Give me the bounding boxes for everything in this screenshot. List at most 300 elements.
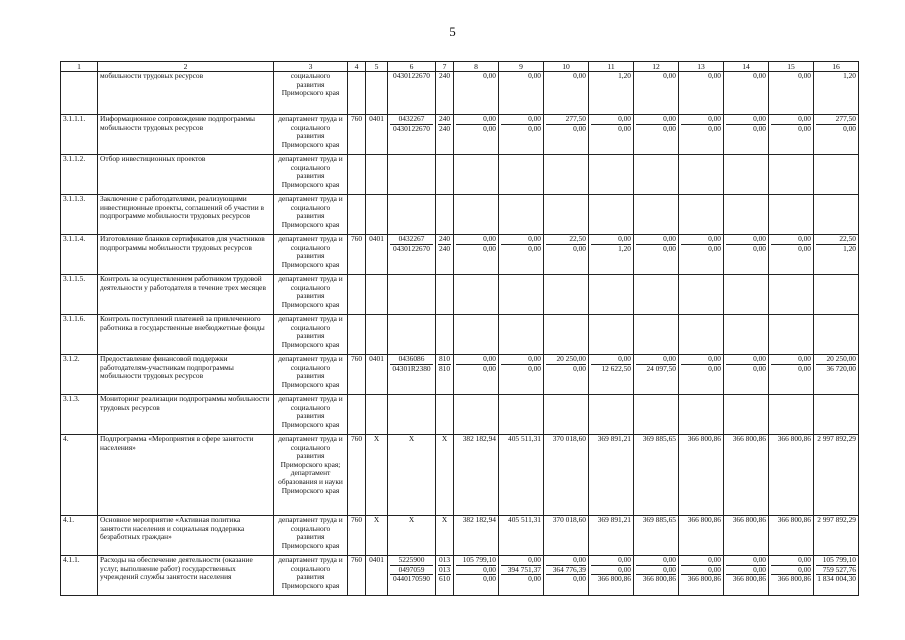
column-number-3: 3 bbox=[274, 62, 348, 72]
cell-line: 1,20 bbox=[618, 71, 631, 80]
row-value bbox=[454, 355, 499, 395]
row-section: X bbox=[366, 516, 388, 556]
table-row bbox=[61, 516, 859, 556]
cell-line: 366 800,86 bbox=[777, 574, 811, 584]
row-value bbox=[769, 435, 814, 516]
cell-line: 0,00 bbox=[798, 243, 811, 253]
row-value bbox=[589, 155, 634, 195]
row-value bbox=[634, 155, 679, 195]
cell-line: 0,00 bbox=[771, 235, 811, 245]
row-name: мобильности трудовых ресурсов bbox=[98, 72, 274, 115]
row-value bbox=[769, 395, 814, 435]
cell-line: 20 250,00 bbox=[546, 355, 586, 365]
row-number: 4.1.1. bbox=[61, 556, 98, 596]
row-value bbox=[499, 395, 544, 435]
row-value bbox=[769, 556, 814, 596]
row-value bbox=[634, 395, 679, 435]
row-value bbox=[679, 72, 724, 115]
cell-line: 0,00 bbox=[591, 235, 631, 245]
row-value bbox=[769, 115, 814, 155]
row-name: Заключение с работодателями, реализующими инвестиционные проекты, соглашений об участии в подпрограмме мобильности трудовых ресурсов bbox=[98, 195, 274, 235]
table-row bbox=[61, 315, 859, 355]
row-grbs bbox=[348, 315, 366, 355]
cell-line: 24 097,50 bbox=[646, 363, 676, 373]
row-value bbox=[499, 315, 544, 355]
table-row bbox=[61, 115, 859, 155]
column-number-10: 10 bbox=[544, 62, 589, 72]
row-grbs: 760 bbox=[348, 556, 366, 596]
cell-line: 370 018,60 bbox=[552, 434, 586, 443]
row-section bbox=[366, 395, 388, 435]
row-grbs bbox=[348, 155, 366, 195]
cell-line: 0,00 bbox=[771, 355, 811, 365]
row-value bbox=[544, 355, 589, 395]
cell-line: 364 776,39 bbox=[546, 566, 586, 576]
row-value bbox=[814, 115, 859, 155]
row-grbs bbox=[348, 72, 366, 115]
cell-line: X bbox=[408, 434, 415, 443]
row-value bbox=[589, 395, 634, 435]
row-value bbox=[724, 72, 769, 115]
row-value bbox=[544, 155, 589, 195]
cell-line: 810 bbox=[438, 363, 451, 373]
row-value bbox=[634, 516, 679, 556]
row-value bbox=[769, 275, 814, 315]
row-value bbox=[724, 155, 769, 195]
cell-line: 277,50 bbox=[816, 115, 856, 125]
row-value bbox=[499, 556, 544, 596]
cell-line: 0,00 bbox=[546, 556, 586, 566]
row-value bbox=[679, 235, 724, 275]
row-grbs bbox=[348, 395, 366, 435]
cell-line: 12 622,50 bbox=[601, 363, 631, 373]
cell-line: 0,00 bbox=[753, 71, 766, 80]
row-value bbox=[724, 115, 769, 155]
row-value bbox=[814, 195, 859, 235]
cell-line: 0,00 bbox=[726, 115, 766, 125]
row-value bbox=[724, 435, 769, 516]
row-value bbox=[589, 435, 634, 516]
cell-line: 610 bbox=[438, 574, 451, 584]
cell-line: 0,00 bbox=[636, 355, 676, 365]
cell-line: 0436086 bbox=[390, 355, 433, 365]
row-value bbox=[634, 195, 679, 235]
table-row bbox=[61, 556, 859, 596]
cell-line: 0,00 bbox=[528, 71, 541, 80]
cell-line: X bbox=[441, 515, 448, 524]
row-value bbox=[589, 275, 634, 315]
row-value bbox=[769, 195, 814, 235]
row-value bbox=[499, 115, 544, 155]
row-target-article bbox=[388, 556, 436, 596]
cell-line: 0,00 bbox=[753, 363, 766, 373]
cell-line: 0430122670 bbox=[393, 243, 430, 253]
row-target-article bbox=[388, 195, 436, 235]
row-executor: департамент труда и социального развития Приморского края bbox=[274, 275, 348, 315]
cell-line: 0,00 bbox=[798, 123, 811, 133]
row-value bbox=[634, 115, 679, 155]
cell-line: 0,00 bbox=[681, 556, 721, 566]
row-value bbox=[679, 395, 724, 435]
row-grbs bbox=[348, 275, 366, 315]
cell-line: 0,00 bbox=[528, 123, 541, 133]
row-value bbox=[724, 355, 769, 395]
cell-line: 0,00 bbox=[663, 71, 676, 80]
cell-line: X bbox=[441, 434, 448, 443]
column-number-12: 12 bbox=[634, 62, 679, 72]
row-value bbox=[544, 516, 589, 556]
row-value bbox=[679, 516, 724, 556]
row-number: 3.1.1.2. bbox=[61, 155, 98, 195]
cell-line: 2 997 892,29 bbox=[817, 515, 856, 524]
table-row bbox=[61, 435, 859, 516]
cell-line: 0,00 bbox=[771, 566, 811, 576]
cell-line: 366 800,86 bbox=[777, 515, 811, 524]
row-name: Мониторинг реализации подпрограммы мобильности трудовых ресурсов bbox=[98, 395, 274, 435]
row-value bbox=[679, 195, 724, 235]
row-value bbox=[769, 155, 814, 195]
row-value bbox=[454, 235, 499, 275]
row-number bbox=[61, 72, 98, 115]
cell-line: 366 800,86 bbox=[732, 574, 766, 584]
row-value bbox=[544, 195, 589, 235]
table-row bbox=[61, 235, 859, 275]
row-name: Предоставление финансовой поддержки работодателям-участникам подпрограммы мобильности трудовых ресурсов bbox=[98, 355, 274, 395]
cell-line: 0,00 bbox=[456, 115, 496, 125]
row-section bbox=[366, 72, 388, 115]
column-number-9: 9 bbox=[499, 62, 544, 72]
row-value bbox=[724, 235, 769, 275]
row-value bbox=[814, 155, 859, 195]
row-value bbox=[589, 195, 634, 235]
row-name: Контроль за осуществлением работником трудовой деятельности у работодателя в течение трех месяцев bbox=[98, 275, 274, 315]
table-row bbox=[61, 72, 859, 115]
cell-line: 277,50 bbox=[546, 115, 586, 125]
cell-line: 0,00 bbox=[456, 566, 496, 576]
row-value bbox=[634, 72, 679, 115]
cell-line: 0432267 bbox=[390, 115, 433, 125]
row-value bbox=[634, 275, 679, 315]
row-value bbox=[679, 115, 724, 155]
budget-table bbox=[60, 61, 859, 596]
row-value bbox=[499, 355, 544, 395]
row-grbs: 760 bbox=[348, 115, 366, 155]
cell-line: 20 250,00 bbox=[816, 355, 856, 365]
row-value bbox=[454, 195, 499, 235]
cell-line: 0440170590 bbox=[393, 574, 430, 584]
cell-line: 0,00 bbox=[573, 123, 586, 133]
cell-line: 0,00 bbox=[528, 363, 541, 373]
cell-line: 0,00 bbox=[483, 574, 496, 584]
row-value bbox=[454, 275, 499, 315]
row-name: Подпрограмма «Мероприятия в сфере занятости населения» bbox=[98, 435, 274, 516]
cell-line: 0,00 bbox=[573, 243, 586, 253]
cell-line: 366 800,86 bbox=[777, 434, 811, 443]
row-expense-type bbox=[436, 516, 454, 556]
row-value bbox=[454, 395, 499, 435]
cell-line: 105 799,10 bbox=[816, 556, 856, 566]
table-row bbox=[61, 275, 859, 315]
column-number-4: 4 bbox=[348, 62, 366, 72]
row-target-article bbox=[388, 395, 436, 435]
row-section: 0401 bbox=[366, 556, 388, 596]
row-value bbox=[769, 72, 814, 115]
cell-line: 240 bbox=[438, 243, 451, 253]
row-number: 4.1. bbox=[61, 516, 98, 556]
column-number-2: 2 bbox=[98, 62, 274, 72]
row-name: Информационное сопровождение подпрограммы мобильности трудовых ресурсов bbox=[98, 115, 274, 155]
row-value bbox=[814, 275, 859, 315]
cell-line: 366 800,86 bbox=[687, 515, 721, 524]
cell-line: 0,00 bbox=[636, 235, 676, 245]
column-number-14: 14 bbox=[724, 62, 769, 72]
row-grbs: 760 bbox=[348, 516, 366, 556]
cell-line: 0,00 bbox=[798, 363, 811, 373]
cell-line: 369 891,21 bbox=[597, 434, 631, 443]
cell-line: 0,00 bbox=[483, 123, 496, 133]
cell-line: 0,00 bbox=[528, 243, 541, 253]
row-executor: департамент труда и социального развития Приморского края bbox=[274, 516, 348, 556]
row-value bbox=[454, 155, 499, 195]
row-number: 3.1.1.3. bbox=[61, 195, 98, 235]
cell-line: 759 527,76 bbox=[816, 566, 856, 576]
row-expense-type bbox=[436, 72, 454, 115]
cell-line: 0,00 bbox=[681, 355, 721, 365]
row-value bbox=[499, 516, 544, 556]
page-number: 5 bbox=[449, 24, 456, 39]
column-number-8: 8 bbox=[454, 62, 499, 72]
row-value bbox=[814, 235, 859, 275]
cell-line: 0,00 bbox=[681, 235, 721, 245]
row-target-article bbox=[388, 516, 436, 556]
row-value bbox=[814, 516, 859, 556]
row-value bbox=[499, 435, 544, 516]
cell-line: 013 bbox=[438, 555, 451, 564]
row-value bbox=[634, 235, 679, 275]
row-value bbox=[544, 395, 589, 435]
cell-line: 370 018,60 bbox=[552, 515, 586, 524]
row-value bbox=[634, 556, 679, 596]
cell-line: 0,00 bbox=[591, 556, 631, 566]
row-value bbox=[724, 395, 769, 435]
cell-line: 366 800,86 bbox=[687, 574, 721, 584]
row-value bbox=[679, 315, 724, 355]
row-executor: департамент труда и социального развития Приморского края bbox=[274, 195, 348, 235]
cell-line: 0,00 bbox=[636, 115, 676, 125]
cell-line: 1,20 bbox=[618, 243, 631, 253]
row-value bbox=[454, 556, 499, 596]
column-number-16: 16 bbox=[814, 62, 859, 72]
row-value bbox=[454, 72, 499, 115]
cell-line: 0,00 bbox=[681, 115, 721, 125]
row-executor: департамент труда и социального развития Приморского края bbox=[274, 315, 348, 355]
row-value bbox=[724, 275, 769, 315]
cell-line: 1,20 bbox=[843, 243, 856, 253]
column-number-6: 6 bbox=[388, 62, 436, 72]
cell-line: 0,00 bbox=[591, 355, 631, 365]
row-expense-type bbox=[436, 115, 454, 155]
cell-line: 369 891,21 bbox=[597, 515, 631, 524]
row-executor: департамент труда и социального развития Приморского края bbox=[274, 235, 348, 275]
row-expense-type bbox=[436, 395, 454, 435]
cell-line: 0,00 bbox=[726, 235, 766, 245]
column-number-7: 7 bbox=[436, 62, 454, 72]
cell-line: 0,00 bbox=[528, 574, 541, 584]
cell-line: 0,00 bbox=[573, 363, 586, 373]
row-value bbox=[679, 556, 724, 596]
row-target-article bbox=[388, 355, 436, 395]
row-value bbox=[544, 315, 589, 355]
cell-line: 366 800,86 bbox=[732, 515, 766, 524]
row-executor: департамент труда и социального развития Приморского края bbox=[274, 115, 348, 155]
row-number: 3.1.3. bbox=[61, 395, 98, 435]
cell-line: 5225900 bbox=[390, 556, 433, 566]
row-value bbox=[499, 72, 544, 115]
cell-line: 0,00 bbox=[663, 123, 676, 133]
cell-line: 0,00 bbox=[591, 115, 631, 125]
cell-line: 0,00 bbox=[726, 566, 766, 576]
table-row bbox=[61, 155, 859, 195]
column-number-13: 13 bbox=[679, 62, 724, 72]
row-number: 3.1.1.6. bbox=[61, 315, 98, 355]
row-target-article bbox=[388, 115, 436, 155]
cell-line: 0,00 bbox=[708, 123, 721, 133]
row-value bbox=[814, 72, 859, 115]
row-section: 0401 bbox=[366, 115, 388, 155]
cell-line: 0,00 bbox=[456, 235, 496, 245]
row-target-article bbox=[388, 315, 436, 355]
cell-line: 240 bbox=[438, 114, 451, 123]
row-number: 3.1.1.1. bbox=[61, 115, 98, 155]
cell-line: 0,00 bbox=[456, 355, 496, 365]
row-value bbox=[544, 115, 589, 155]
cell-line: 36 720,00 bbox=[826, 363, 856, 373]
row-value bbox=[499, 235, 544, 275]
cell-line: 013 bbox=[438, 564, 451, 574]
row-value bbox=[589, 235, 634, 275]
cell-line: 0,00 bbox=[483, 243, 496, 253]
cell-line: 0,00 bbox=[771, 556, 811, 566]
row-number: 3.1.1.4. bbox=[61, 235, 98, 275]
cell-line: 394 751,37 bbox=[501, 566, 541, 576]
row-value bbox=[634, 315, 679, 355]
row-executor: департамент труда и социального развития Приморского края bbox=[274, 355, 348, 395]
row-expense-type bbox=[436, 556, 454, 596]
row-expense-type bbox=[436, 355, 454, 395]
row-value bbox=[499, 275, 544, 315]
row-target-article bbox=[388, 275, 436, 315]
row-expense-type bbox=[436, 275, 454, 315]
cell-line: 366 800,86 bbox=[732, 434, 766, 443]
cell-line: 0,00 bbox=[483, 363, 496, 373]
cell-line: 240 bbox=[438, 71, 451, 80]
row-name: Изготовление бланков сертификатов для участников подпрограммы мобильности трудовых ресурсов bbox=[98, 235, 274, 275]
row-value bbox=[679, 155, 724, 195]
row-value bbox=[589, 315, 634, 355]
row-value bbox=[769, 235, 814, 275]
row-value bbox=[679, 355, 724, 395]
cell-line: 0,00 bbox=[753, 123, 766, 133]
row-section: 0401 bbox=[366, 355, 388, 395]
row-target-article bbox=[388, 155, 436, 195]
row-section bbox=[366, 315, 388, 355]
row-value bbox=[499, 195, 544, 235]
cell-line: 366 800,86 bbox=[597, 574, 631, 584]
row-name: Контроль поступлений платежей за привлеченного работника в государственные внебюджетные фонды bbox=[98, 315, 274, 355]
cell-line: 22,50 bbox=[816, 235, 856, 245]
cell-line: 405 511,31 bbox=[508, 515, 541, 524]
column-number-15: 15 bbox=[769, 62, 814, 72]
row-number: 3.1.1.5. bbox=[61, 275, 98, 315]
row-number: 4. bbox=[61, 435, 98, 516]
row-executor: департамент труда и социального развития Приморского края bbox=[274, 155, 348, 195]
row-value bbox=[769, 315, 814, 355]
cell-line: 0,00 bbox=[501, 355, 541, 365]
row-section: X bbox=[366, 435, 388, 516]
cell-line: 240 bbox=[438, 234, 451, 243]
cell-line: 04301R2380 bbox=[392, 363, 431, 373]
cell-line: 0497059 bbox=[390, 566, 433, 576]
cell-line: 0,00 bbox=[771, 115, 811, 125]
row-section bbox=[366, 155, 388, 195]
cell-line: 382 182,94 bbox=[462, 515, 496, 524]
cell-line: 366 800,86 bbox=[642, 574, 676, 584]
row-value bbox=[769, 355, 814, 395]
row-value bbox=[544, 556, 589, 596]
row-target-article bbox=[388, 72, 436, 115]
row-value bbox=[589, 355, 634, 395]
cell-line: 0,00 bbox=[798, 71, 811, 80]
row-grbs: 760 bbox=[348, 235, 366, 275]
cell-line: 1,20 bbox=[843, 71, 856, 80]
row-value bbox=[589, 516, 634, 556]
cell-line: 0,00 bbox=[708, 243, 721, 253]
column-number-1: 1 bbox=[61, 62, 98, 72]
cell-line: 105 799,10 bbox=[456, 556, 496, 566]
column-number-11: 11 bbox=[589, 62, 634, 72]
row-executor: департамент труда и социального развития Приморского края bbox=[274, 395, 348, 435]
cell-line: 366 800,86 bbox=[687, 434, 721, 443]
row-value bbox=[724, 195, 769, 235]
column-number-5: 5 bbox=[366, 62, 388, 72]
row-name: Основное мероприятие «Активная политика занятости населения и социальная поддержка безработных граждан» bbox=[98, 516, 274, 556]
row-executor: департамент труда и социального развития Приморского края; департамент образования и науки Приморского края bbox=[274, 435, 348, 516]
row-value bbox=[724, 516, 769, 556]
row-target-article bbox=[388, 235, 436, 275]
cell-line: 405 511,31 bbox=[508, 434, 541, 443]
cell-line: 810 bbox=[438, 354, 451, 363]
row-value bbox=[589, 72, 634, 115]
row-value bbox=[814, 315, 859, 355]
cell-line: 0,00 bbox=[663, 243, 676, 253]
row-grbs: 760 bbox=[348, 355, 366, 395]
cell-line: 382 182,94 bbox=[462, 434, 496, 443]
row-expense-type bbox=[436, 235, 454, 275]
row-value bbox=[814, 556, 859, 596]
cell-line: 240 bbox=[438, 123, 451, 133]
row-value bbox=[544, 235, 589, 275]
cell-line: 0,00 bbox=[726, 556, 766, 566]
cell-line: 0,00 bbox=[573, 71, 586, 80]
row-expense-type bbox=[436, 155, 454, 195]
row-value bbox=[679, 275, 724, 315]
cell-line: 0,00 bbox=[708, 363, 721, 373]
table-row bbox=[61, 395, 859, 435]
row-value bbox=[499, 155, 544, 195]
row-expense-type bbox=[436, 435, 454, 516]
row-value bbox=[544, 435, 589, 516]
row-grbs: 760 bbox=[348, 435, 366, 516]
